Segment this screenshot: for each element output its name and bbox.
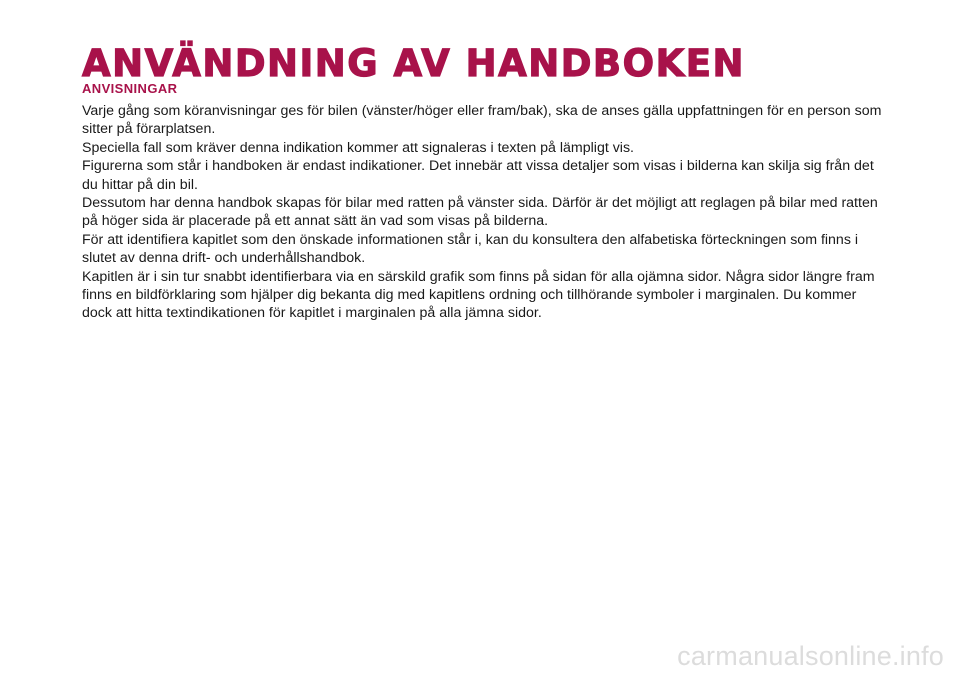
paragraph: Speciella fall som kräver denna indikation kommer att signaleras i texten på lämpligt vis. bbox=[82, 139, 634, 156]
paragraph: För att identifiera kapitlet som den önskade informationen står i, kan du konsultera den alfabetiska förteckningen som finns i slutet av denna drift- och underhållshandbok. bbox=[82, 231, 859, 267]
section-heading: ANVISNINGAR bbox=[82, 81, 178, 96]
paragraph: Kapitlen är i sin tur snabbt identifierbara via en särskild grafik som finns på sidan för alla ojämna sidor. Några sidor längre fram finns en bildförklaring som hjälper dig bekanta dig med kapitlens ordning och tillhörande symboler i marginalen. Du kommer dock att hitta textindikationen för kapitlet i marginalen på alla jämna sidor. bbox=[82, 268, 875, 322]
paragraph: Varje gång som köranvisningar ges för bilen (vänster/höger eller fram/bak), ska de anses gälla uppfattningen för en person som sitter på förarplatsen. bbox=[82, 103, 882, 138]
page-title: ANVÄNDNING AV HANDBOKEN bbox=[82, 42, 745, 85]
body-text bbox=[82, 102, 882, 323]
watermark: carmanualsonline.info bbox=[677, 641, 944, 671]
paragraph: Dessutom har denna handbok skapas för bilar med ratten på vänster sida. Därför är det möjligt att reglagen på bilar med ratten på höger sida är placerade på ett annat sätt än vad som visas på bilderna. bbox=[82, 195, 878, 230]
paragraph: Figurerna som står i handboken är endast indikationer. Det innebär att vissa detaljer som visas i bilderna kan skilja sig från det du hittar på din bil. bbox=[82, 158, 874, 193]
